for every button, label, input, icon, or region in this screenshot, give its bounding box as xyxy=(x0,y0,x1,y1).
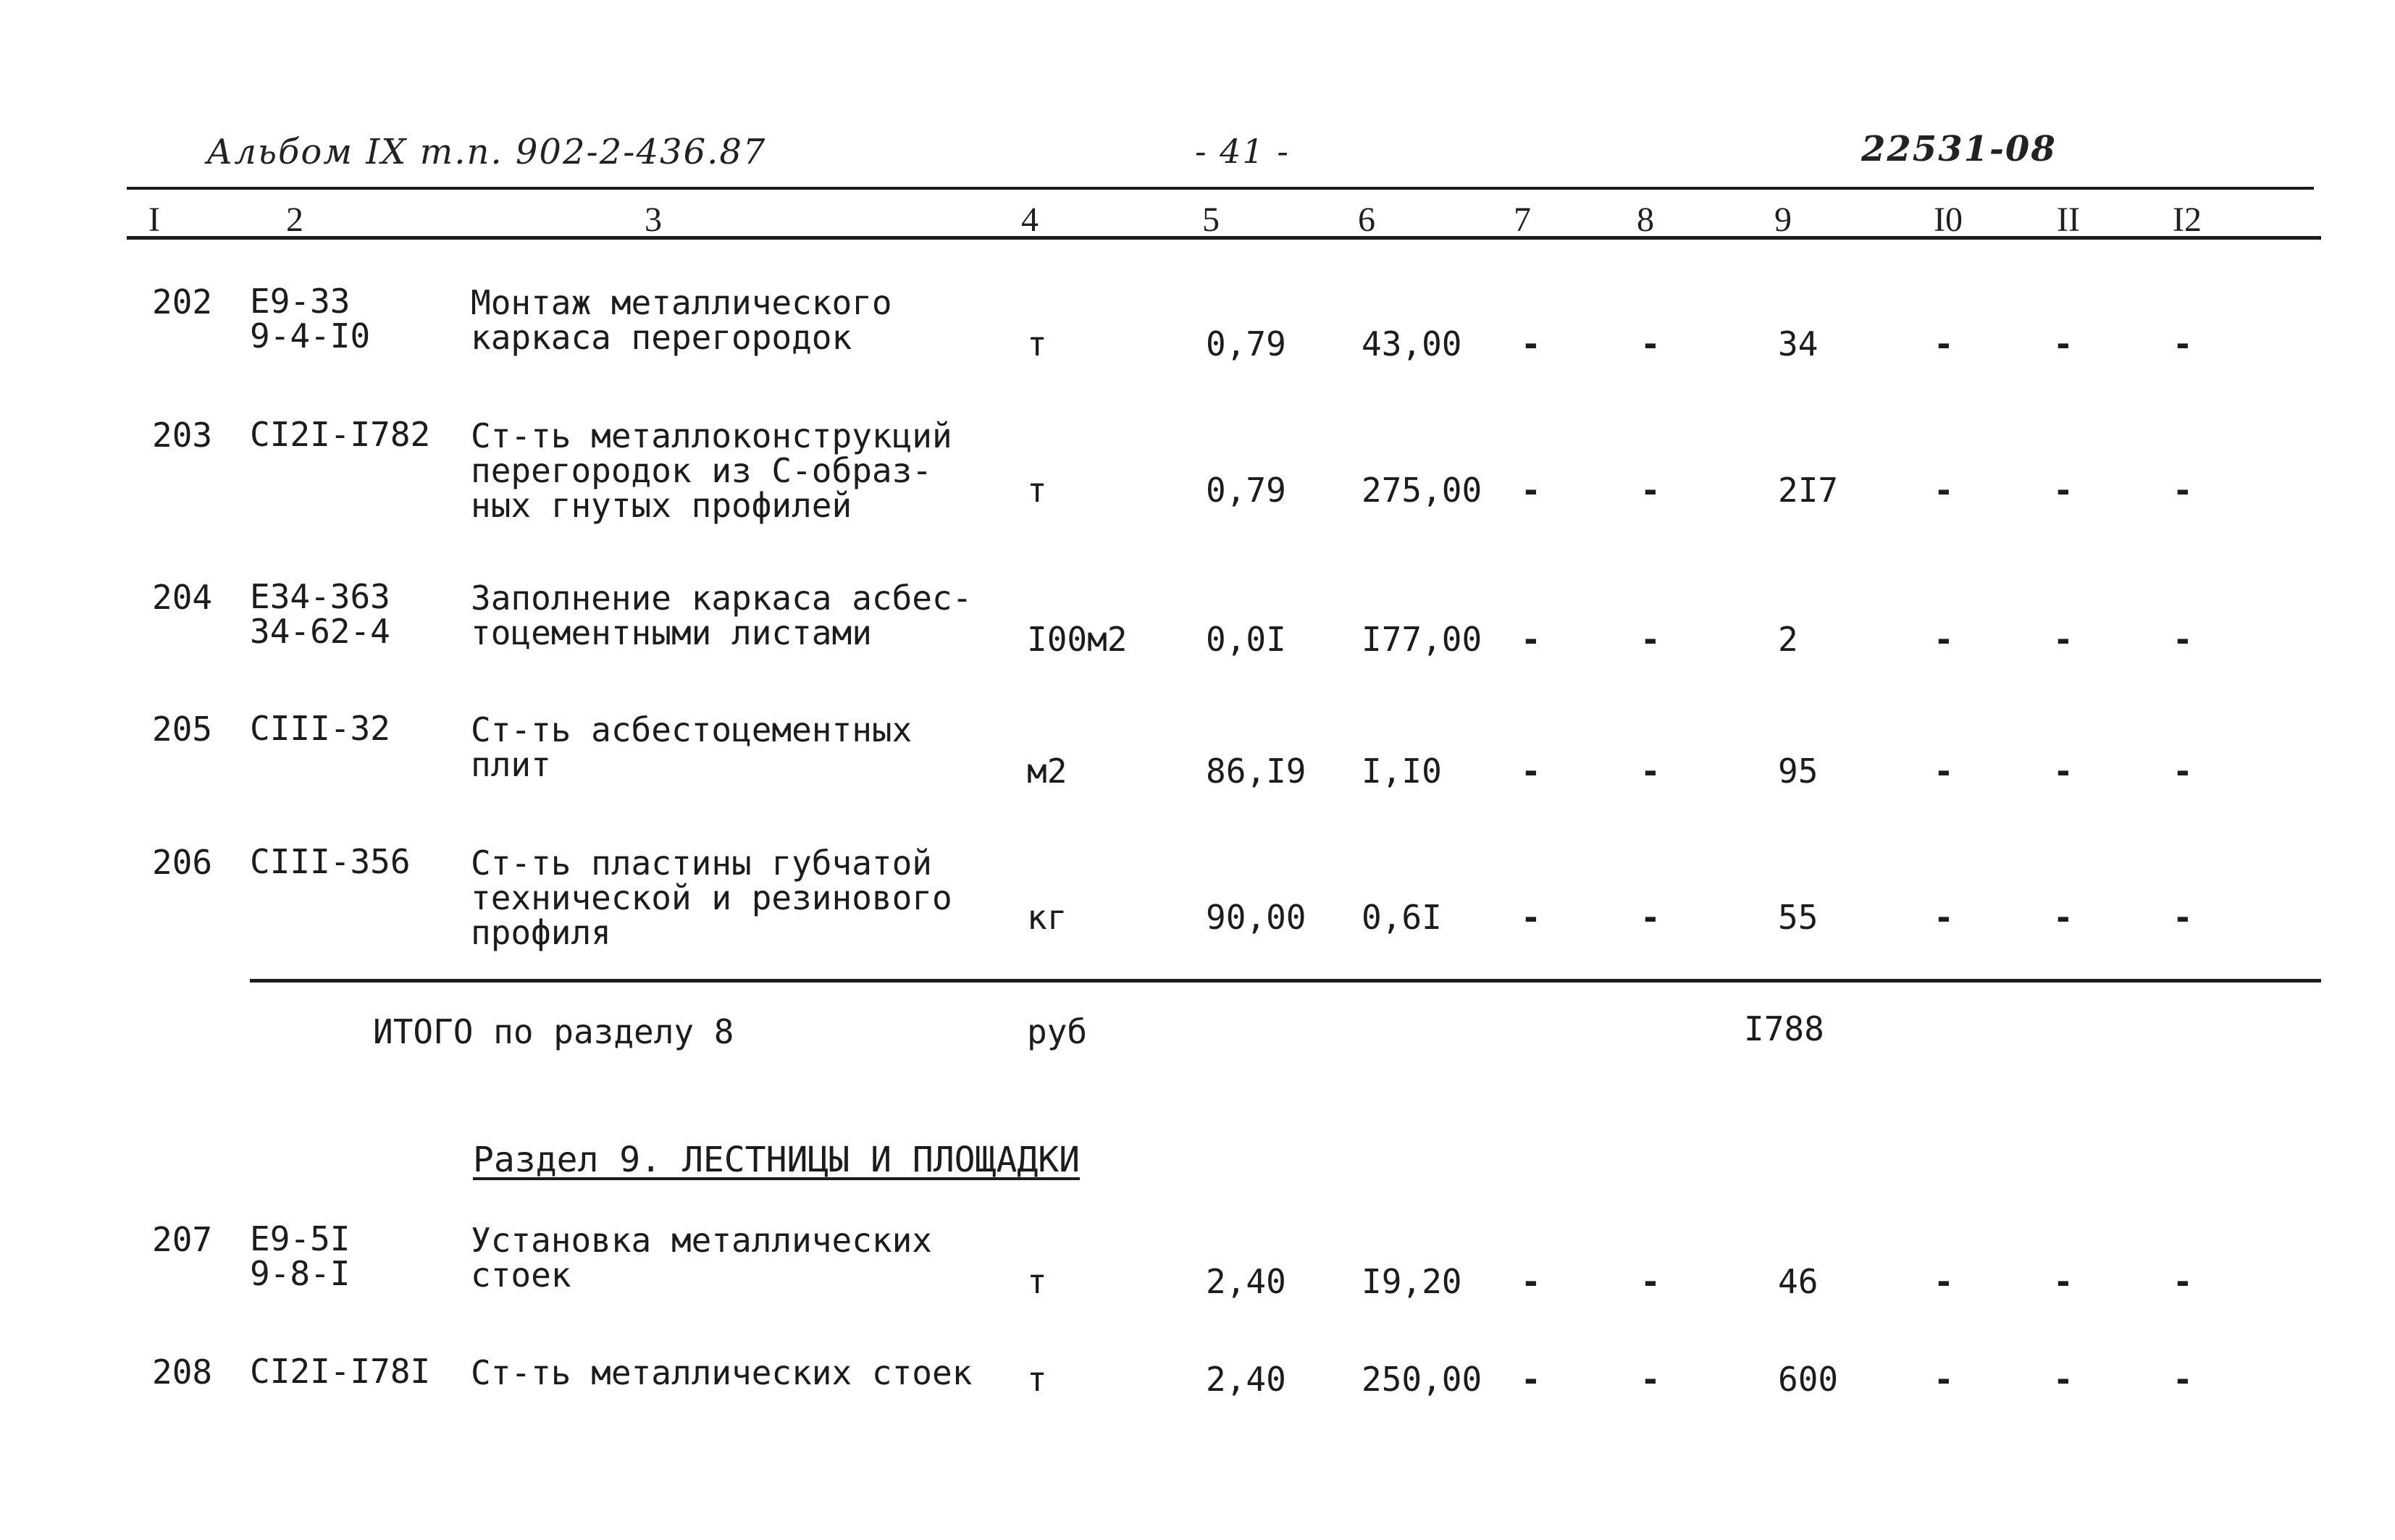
column-number: 9 xyxy=(1774,201,1792,239)
total-cost: 2 xyxy=(1778,620,1798,659)
total-cost: 34 xyxy=(1778,324,1819,363)
row-number: 208 xyxy=(152,1352,213,1392)
dash-col11: - xyxy=(2053,324,2073,363)
unit-price: 250,00 xyxy=(1362,1360,1482,1399)
dash-col12: - xyxy=(2173,471,2193,510)
album-reference: Альбом IX т.п. 902-2-436.87 xyxy=(206,132,767,172)
dash-col8: - xyxy=(1640,471,1661,510)
dash-col12: - xyxy=(2173,752,2193,791)
row-number: 205 xyxy=(152,710,213,749)
work-description: Ст-ть металлических стоек xyxy=(471,1353,973,1392)
unit-price: 0,6I xyxy=(1362,898,1442,937)
work-description: Ст-ть металлоконструкций xyxy=(471,416,952,455)
row-number: 207 xyxy=(152,1220,213,1259)
work-description: профиля xyxy=(471,913,611,952)
dash-col11: - xyxy=(2053,1360,2073,1399)
work-description: Установка металлических xyxy=(471,1221,932,1260)
dash-col10: - xyxy=(1934,471,1954,510)
dash-col11: - xyxy=(2053,752,2073,791)
total-cost: 55 xyxy=(1778,898,1819,937)
price-code: СIII-32 xyxy=(250,709,390,748)
unit-price: I9,20 xyxy=(1362,1262,1462,1301)
dash-col8: - xyxy=(1640,752,1661,791)
work-description: ных гнутых профилей xyxy=(471,486,852,525)
total-cost: 46 xyxy=(1778,1262,1819,1301)
total-divider xyxy=(250,979,2321,983)
row-number: 202 xyxy=(152,282,213,321)
unit-price: I77,00 xyxy=(1362,620,1482,659)
column-number: 3 xyxy=(645,201,662,239)
price-code: 9-8-I xyxy=(250,1254,351,1293)
column-number: 2 xyxy=(286,201,303,239)
column-number: 7 xyxy=(1514,201,1531,239)
dash-col11: - xyxy=(2053,471,2073,510)
dash-col12: - xyxy=(2173,1262,2193,1301)
dash-col11: - xyxy=(2053,898,2073,937)
dash-col8: - xyxy=(1640,1360,1661,1399)
unit: I00м2 xyxy=(1027,620,1128,659)
price-code: 34-62-4 xyxy=(250,612,390,651)
work-description: Монтаж металлического xyxy=(471,283,892,322)
column-number: I2 xyxy=(2173,201,2202,239)
work-description: технической и резинового xyxy=(471,878,952,917)
price-code: Е9-5I xyxy=(250,1219,351,1258)
price-code: СI2I-I782 xyxy=(250,415,431,454)
work-description: плит xyxy=(471,745,551,784)
column-number: 5 xyxy=(1202,201,1220,239)
column-number: 4 xyxy=(1021,201,1039,239)
dash-col12: - xyxy=(2173,324,2193,363)
dash-col10: - xyxy=(1934,752,1954,791)
work-description: Ст-ть асбестоцементных xyxy=(471,710,913,749)
dash-col8: - xyxy=(1640,620,1661,659)
quantity: 0,79 xyxy=(1206,471,1286,510)
page-number: - 41 - xyxy=(1195,132,1290,171)
unit: т xyxy=(1027,1262,1047,1301)
row-number: 206 xyxy=(152,843,213,882)
dash-col11: - xyxy=(2053,1262,2073,1301)
column-number: II xyxy=(2057,201,2080,239)
total-unit: руб xyxy=(1027,1012,1088,1051)
dash-col7: - xyxy=(1521,1360,1541,1399)
dash-col10: - xyxy=(1934,1262,1954,1301)
column-number: 6 xyxy=(1358,201,1375,239)
quantity: 0,79 xyxy=(1206,324,1286,363)
total-cost: 95 xyxy=(1778,752,1819,791)
dash-col10: - xyxy=(1934,898,1954,937)
quantity: 2,40 xyxy=(1206,1262,1286,1301)
dash-col7: - xyxy=(1521,620,1541,659)
work-description: перегородок из С-образ- xyxy=(471,451,932,490)
section-title: Раздел 9. ЛЕСТНИЦЫ И ПЛОЩАДКИ xyxy=(473,1140,1081,1180)
total-value: I788 xyxy=(1744,1009,1824,1048)
price-code: Е34-363 xyxy=(250,577,390,616)
total-label: ИТОГО по разделу 8 xyxy=(373,1012,734,1051)
dash-col8: - xyxy=(1640,324,1661,363)
work-description: Заполнение каркаса асбес- xyxy=(471,578,973,618)
quantity: 0,0I xyxy=(1206,620,1286,659)
dash-col10: - xyxy=(1934,620,1954,659)
total-cost: 600 xyxy=(1778,1360,1839,1399)
unit-price: 43,00 xyxy=(1362,324,1462,363)
dash-col12: - xyxy=(2173,898,2193,937)
document-code: 22531-08 xyxy=(1861,129,2057,169)
dash-col11: - xyxy=(2053,620,2073,659)
dash-col12: - xyxy=(2173,1360,2193,1399)
unit-price: I,I0 xyxy=(1362,752,1442,791)
dash-col8: - xyxy=(1640,1262,1661,1301)
total-cost: 2I7 xyxy=(1778,471,1839,510)
dash-col7: - xyxy=(1521,471,1541,510)
work-description: тоцементными листами xyxy=(471,613,872,652)
dash-col7: - xyxy=(1521,1262,1541,1301)
unit: т xyxy=(1027,1360,1047,1399)
dash-col10: - xyxy=(1934,1360,1954,1399)
work-description: Ст-ть пластины губчатой xyxy=(471,843,932,883)
price-code: Е9-33 xyxy=(250,282,351,321)
dash-col7: - xyxy=(1521,752,1541,791)
quantity: 86,I9 xyxy=(1206,752,1306,791)
price-code: 9-4-I0 xyxy=(250,316,371,355)
dash-col7: - xyxy=(1521,324,1541,363)
unit: т xyxy=(1027,471,1047,510)
unit: м2 xyxy=(1027,752,1068,791)
row-number: 203 xyxy=(152,416,213,455)
dash-col12: - xyxy=(2173,620,2193,659)
column-number: 8 xyxy=(1637,201,1654,239)
dash-col10: - xyxy=(1934,324,1954,363)
work-description: каркаса перегородок xyxy=(471,318,852,357)
work-description: стоек xyxy=(471,1255,571,1295)
quantity: 90,00 xyxy=(1206,898,1306,937)
quantity: 2,40 xyxy=(1206,1360,1286,1399)
price-code: СIII-356 xyxy=(250,842,411,881)
column-number: I0 xyxy=(1934,201,1963,239)
price-code: СI2I-I78I xyxy=(250,1352,431,1391)
column-number: I xyxy=(148,201,160,239)
unit: кг xyxy=(1027,898,1068,937)
unit-price: 275,00 xyxy=(1362,471,1482,510)
dash-col8: - xyxy=(1640,898,1661,937)
header-rule-top xyxy=(127,187,2314,190)
header-rule-bottom xyxy=(127,236,2321,240)
unit: т xyxy=(1027,324,1047,363)
row-number: 204 xyxy=(152,578,213,617)
dash-col7: - xyxy=(1521,898,1541,937)
